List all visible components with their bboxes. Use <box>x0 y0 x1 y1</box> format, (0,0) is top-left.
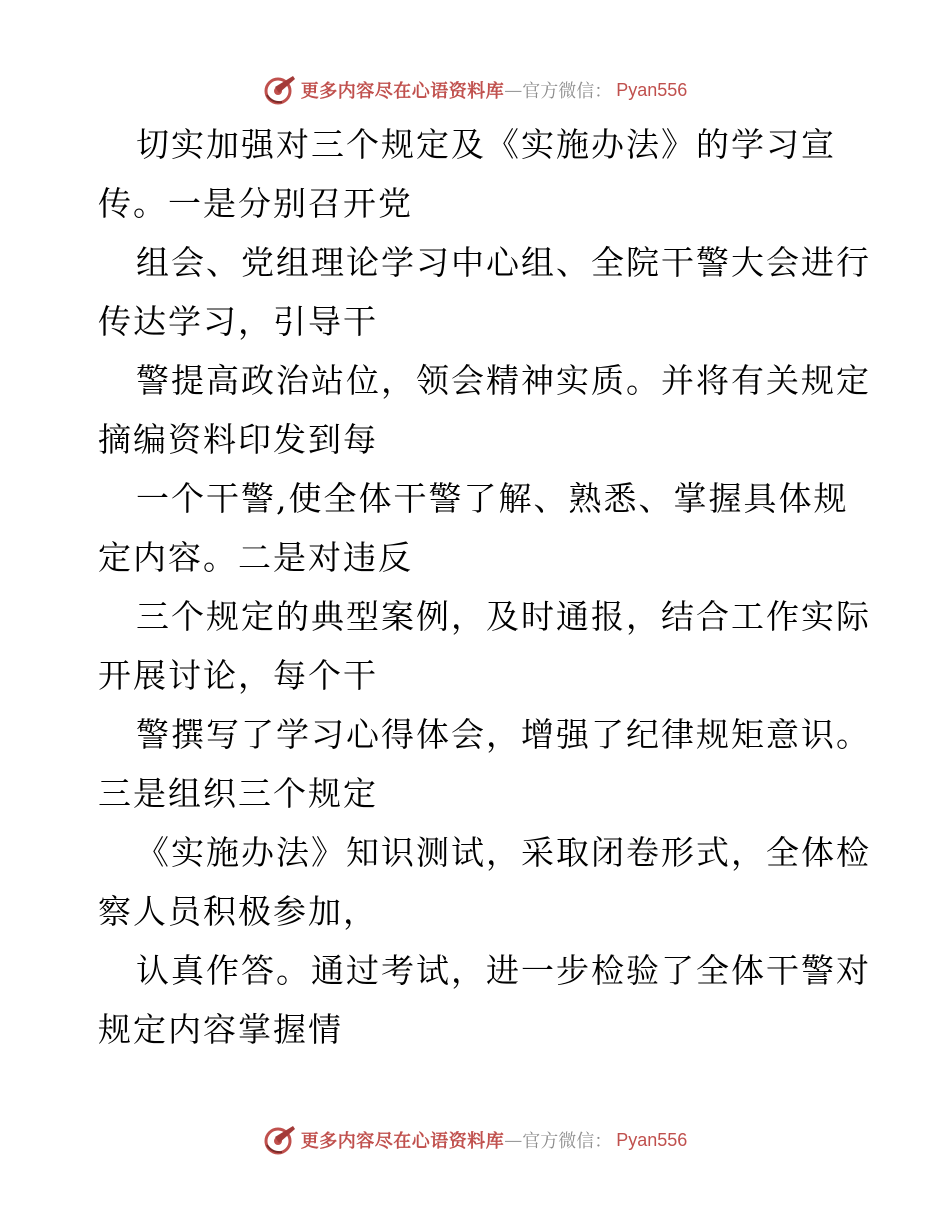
banner-main-text: 更多内容尽在心语资料库 <box>300 81 505 102</box>
body-line: 警提高政治站位，领会精神实质。并将有关规定 <box>136 361 871 400</box>
body-line: 切实加强对三个规定及《实施办法》的学习宣 <box>136 125 836 164</box>
pen-logo-icon <box>263 1123 297 1157</box>
body-line: 三个规定的典型案例，及时通报，结合工作实际 <box>136 597 871 636</box>
banner-main-text: 更多内容尽在心语资料库 <box>300 1131 505 1152</box>
body-line: 三是组织三个规定 <box>98 774 378 813</box>
body-line: 摘编资料印发到每 <box>98 420 378 459</box>
body-line: 《实施办法》知识测试，采取闭卷形式，全体检 <box>136 833 871 872</box>
footer-banner <box>0 1120 950 1160</box>
body-line: 开展讨论，每个干 <box>98 656 378 695</box>
body-line: 定内容。二是对违反 <box>98 538 413 577</box>
body-line: 传。一是分别召开党 <box>98 184 413 223</box>
body-line: 一个干警,使全体干警了解、熟悉、掌握具体规 <box>136 479 849 518</box>
body-line: 规定内容掌握情 <box>98 1010 343 1049</box>
banner-wechat-label: 官方微信： <box>522 1131 613 1152</box>
body-line: 察人员积极参加， <box>98 892 378 931</box>
banner-wechat-label: 官方微信： <box>522 81 613 102</box>
banner-dash: — <box>504 79 523 101</box>
pen-logo-icon <box>263 73 297 107</box>
body-line: 认真作答。通过考试，进一步检验了全体干警对 <box>136 951 871 990</box>
header-banner <box>0 70 950 110</box>
document-body <box>98 115 871 1059</box>
banner-dash: — <box>504 1129 523 1151</box>
banner-wechat-id: Pyan556 <box>616 79 688 100</box>
banner-wechat-id: Pyan556 <box>616 1129 688 1150</box>
body-line: 组会、党组理论学习中心组、全院干警大会进行 <box>136 243 871 282</box>
body-line: 警撰写了学习心得体会，增强了纪律规矩意识。 <box>136 715 871 754</box>
body-line: 传达学习，引导干 <box>98 302 378 341</box>
